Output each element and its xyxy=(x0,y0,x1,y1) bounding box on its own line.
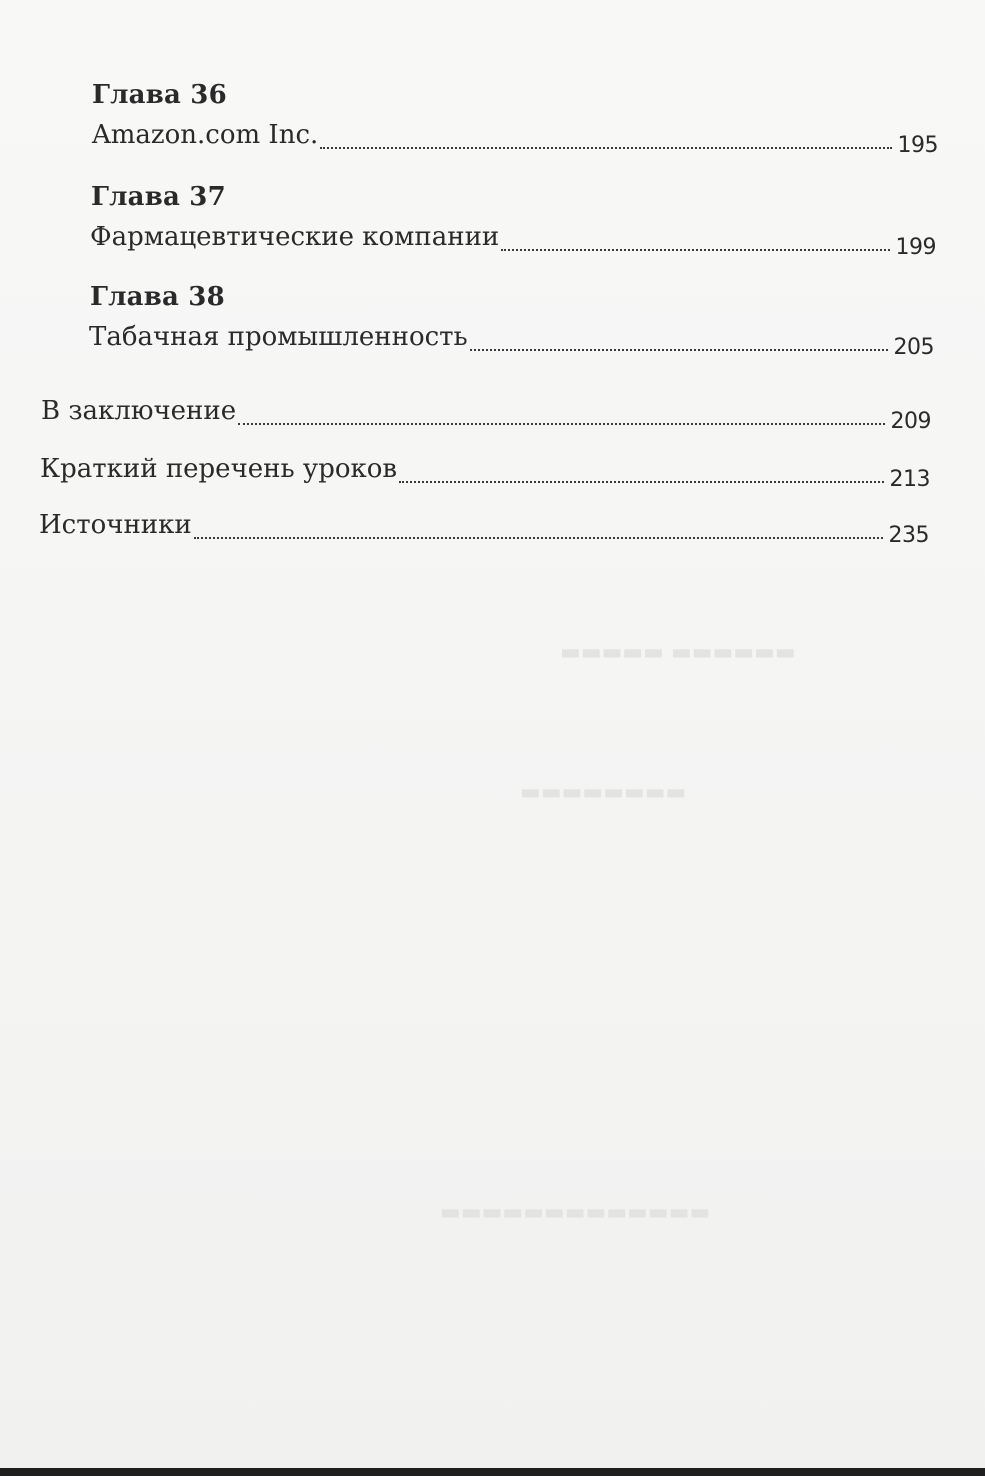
toc-entry-conclusion[interactable] xyxy=(41,394,931,434)
dot-leader xyxy=(470,348,888,351)
toc-entry-ch37[interactable] xyxy=(90,220,936,260)
dot-leader xyxy=(238,422,884,425)
toc-entry-page: 205 xyxy=(893,335,934,360)
toc-entry-ch36[interactable] xyxy=(92,118,938,158)
scan-bottom-edge xyxy=(0,1468,985,1476)
toc-entry-page: 209 xyxy=(890,409,931,434)
toc-entry-ch38[interactable] xyxy=(89,320,934,360)
bleed-through-text: ▬▬▬▬▬▬▬▬▬▬▬▬▬ xyxy=(440,1200,711,1225)
bleed-through-text: ▬▬▬▬▬▬▬▬ xyxy=(520,780,687,805)
bleed-through-text: ▬▬▬▬▬▬ ▬▬▬▬▬ xyxy=(560,640,796,665)
dot-leader xyxy=(399,480,883,483)
toc-entry-title: Источники xyxy=(39,510,192,540)
toc-entry-sources[interactable] xyxy=(39,508,929,548)
dot-leader xyxy=(320,146,891,149)
toc-entry-title: В заключение xyxy=(41,396,237,426)
toc-entry-page: 213 xyxy=(889,467,930,492)
toc-entry-title: Табачная промышленность xyxy=(89,322,468,352)
toc-entry-page: 195 xyxy=(897,133,938,158)
toc-entry-page: 199 xyxy=(895,235,936,260)
dot-leader xyxy=(501,248,889,251)
toc-entry-lessons[interactable] xyxy=(40,452,930,492)
chapter-38-heading: Глава 38 xyxy=(90,282,225,312)
chapter-36-heading: Глава 36 xyxy=(92,80,227,110)
toc-entry-page: 235 xyxy=(888,523,929,548)
toc-entry-title: Amazon.com Inc. xyxy=(92,120,319,150)
dot-leader xyxy=(194,536,883,539)
toc-entry-title: Краткий перечень уроков xyxy=(40,454,398,484)
toc-entry-title: Фармацевтические компании xyxy=(90,222,500,252)
chapter-37-heading: Глава 37 xyxy=(91,182,226,212)
